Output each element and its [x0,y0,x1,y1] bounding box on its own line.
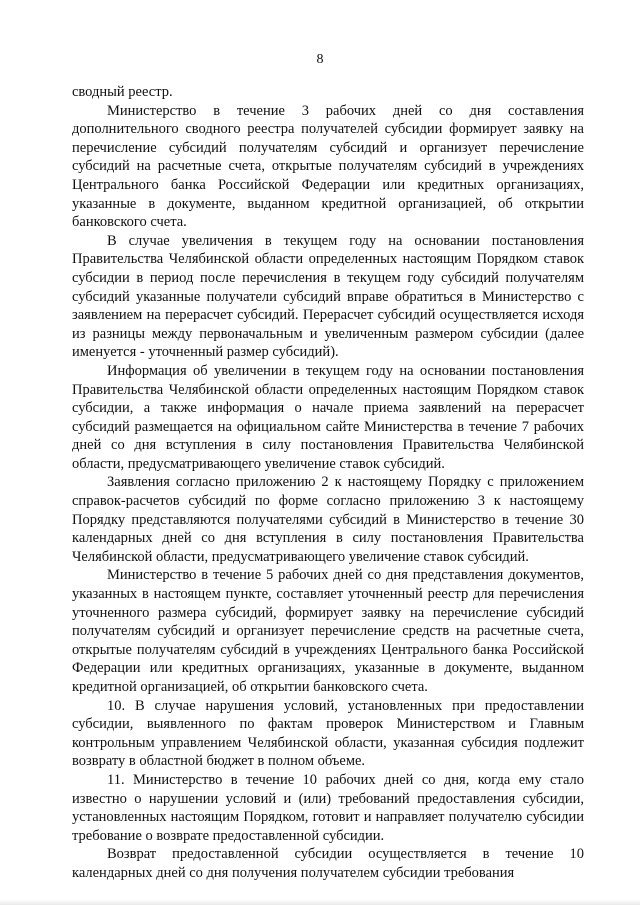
page-number: 8 [316,52,324,67]
paragraph-continuation: сводный реестр. [72,84,173,100]
paragraph-item-11: 11. Министерство в течение 10 рабочих дней со дня, когда ему стало известно о нарушении условий и (или) требований предоставления субсидии, установленных настоящим Порядком, готовит и направляет получателю субсидии требование о возврате предоставленной субсидии. [72,771,584,844]
paragraph-applications: Заявления согласно приложению 2 к настоящему Порядку с приложением справок-расчетов субсидий по форме согласно приложению 3 к настоящему Порядку представляются получателями субсидий в Министерство в течение 30 календарных дней со дня вступления в силу постановления Правительства Челябинской области, предусматривающего увеличение ставок субсидий. [72,474,584,565]
paragraph-item-10: 10. В случае нарушения условий, установленных при предоставлении субсидии, выявленного по фактам проверок Министерством и Главным контрольным управлением Челябинской области, указанная субсидия подлежит возврату в областной бюджет в полном объеме. [72,697,584,770]
paragraph-refund: Возврат предоставленной субсидии осуществляется в течение 10 календарных дней со дня получения получателем субсидии требования [72,846,584,881]
page-bottom-edge [0,899,640,905]
paragraph-rate-increase: В случае увеличения в текущем году на основании постановления Правительства Челябинской области определенных настоящим Порядком ставок субсидии в период после перечисления в текущем году субсидий получателям субсидий указанные получатели субсидий вправе обратиться в Министерство с заявлением на перерасчет субсидий. Перерасчет субсидий осуществляется исходя из разницы между первоначальным и увеличенным размером субсидии (далее именуется - уточненный размер субсидий). [72,232,584,361]
paragraph-ministry-3-days: Министерство в течение 3 рабочих дней со дня составления дополнительного сводного реестра получателей субсидии формирует заявку на перечисление субсидий получателям субсидий и организует перечисление субсидий на расчетные счета, открытые получателям субсидий в учреждениях Центрального банка Российской Федерации или кредитных организациях, указанные в документе, выданном кредитной организацией, об открытии банковского счета. [72,102,584,231]
paragraph-ministry-5-days: Министерство в течение 5 рабочих дней со дня представления документов, указанных в настоящем пункте, составляет уточненный реестр для перечисления уточненного размера субсидий, формирует заявку на перечисление субсидий получателям субсидий и организует перечисление средств на расчетные счета, открытые получателям субсидий в учреждениях Центрального банка Российской Федерации или кредитных организациях, указанные в документе, выданном кредитной организацией, об открытии банковского счета. [72,567,584,695]
paragraph-increase-information: Информация об увеличении в текущем году на основании постановления Правительства Челябинской области определенных настоящим Порядком ставок субсидии, а также информация о начале приема заявлений на перерасчет субсидий размещается на официальном сайте Министерства в течение 7 рабочих дней со дня вступления в силу постановления Правительства Челябинской области, предусматривающего увеличение ставок субсидий. [72,362,584,472]
document-body [72,83,584,883]
